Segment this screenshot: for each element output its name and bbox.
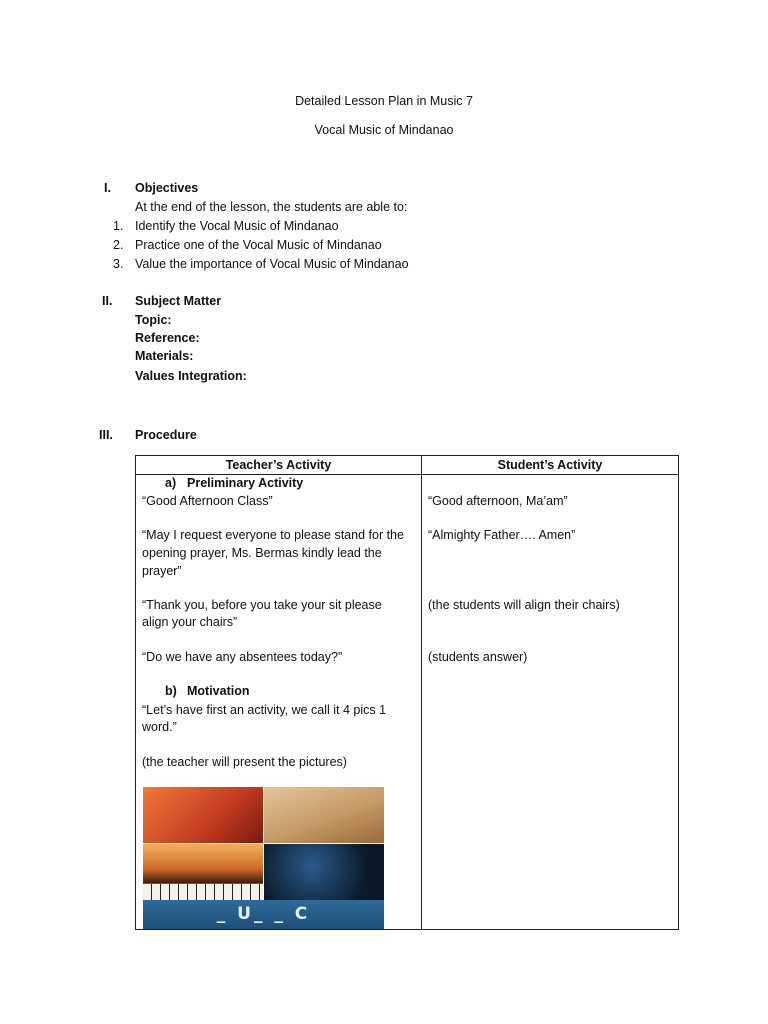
teacher-line: “Let’s have first an activity, we call it 4 pics 1 xyxy=(142,703,387,717)
subheading-letter: b) xyxy=(165,684,177,698)
objectives-intro: At the end of the lesson, the students are able to: xyxy=(135,200,408,214)
teacher-line: prayer” xyxy=(142,564,182,578)
objective-number: 1. xyxy=(113,219,124,233)
student-activity-cell xyxy=(422,475,679,930)
teacher-line: “Good Afternoon Class” xyxy=(142,494,273,508)
section-numeral-subject-matter: II. xyxy=(102,294,113,308)
procedure-table xyxy=(135,455,679,930)
section-numeral-objectives: I. xyxy=(104,181,111,195)
objective-item: Identify the Vocal Music of Mindanao xyxy=(135,219,339,233)
student-line: (students answer) xyxy=(428,650,528,664)
teacher-line: “May I request everyone to please stand for the xyxy=(142,528,404,542)
section-numeral-procedure: III. xyxy=(99,428,113,442)
column-header-student: Student’s Activity xyxy=(422,456,679,475)
subheading-letter: a) xyxy=(165,476,177,490)
student-line: “Almighty Father…. Amen” xyxy=(428,528,576,542)
puzzle-answer-blanks: _ U_ _ C xyxy=(143,900,384,929)
microphone-picture xyxy=(143,787,263,843)
teacher-line: “Thank you, before you take your sit please xyxy=(142,598,382,612)
music-notes-picture xyxy=(264,787,384,843)
field-values-integration: Values Integration: xyxy=(135,369,247,383)
teacher-activity-cell xyxy=(136,475,422,930)
teacher-line: word.” xyxy=(142,720,177,734)
four-pics-one-word-image xyxy=(143,787,384,929)
subheading-label: Preliminary Activity xyxy=(187,476,304,490)
page-subtitle: Vocal Music of Mindanao xyxy=(314,123,454,137)
field-reference: Reference: xyxy=(135,331,200,345)
teacher-line: (the teacher will present the pictures) xyxy=(142,755,347,769)
section-heading-procedure: Procedure xyxy=(135,428,197,442)
section-heading-subject-matter: Subject Matter xyxy=(135,294,222,308)
field-materials: Materials: xyxy=(135,349,194,363)
student-line: (the students will align their chairs) xyxy=(428,598,620,612)
objective-number: 3. xyxy=(113,257,124,271)
teacher-line: opening prayer, Ms. Bermas kindly lead the xyxy=(142,546,382,560)
saxophone-picture xyxy=(264,844,384,900)
column-header-teacher: Teacher’s Activity xyxy=(136,456,422,475)
teacher-line: align your chairs” xyxy=(142,615,238,629)
objective-item: Practice one of the Vocal Music of Mindanao xyxy=(135,238,382,252)
objective-item: Value the importance of Vocal Music of Mindanao xyxy=(135,257,409,271)
page-title: Detailed Lesson Plan in Music 7 xyxy=(295,94,473,108)
piano-keys xyxy=(143,884,263,900)
subheading-preliminary-activity xyxy=(165,476,303,490)
field-topic: Topic: xyxy=(135,313,172,327)
subheading-label: Motivation xyxy=(187,684,250,698)
objective-number: 2. xyxy=(113,238,124,252)
teacher-line: “Do we have any absentees today?” xyxy=(142,650,343,664)
subheading-motivation xyxy=(165,684,250,698)
student-line: “Good afternoon, Ma’am” xyxy=(428,494,568,508)
section-heading-objectives: Objectives xyxy=(135,181,199,195)
